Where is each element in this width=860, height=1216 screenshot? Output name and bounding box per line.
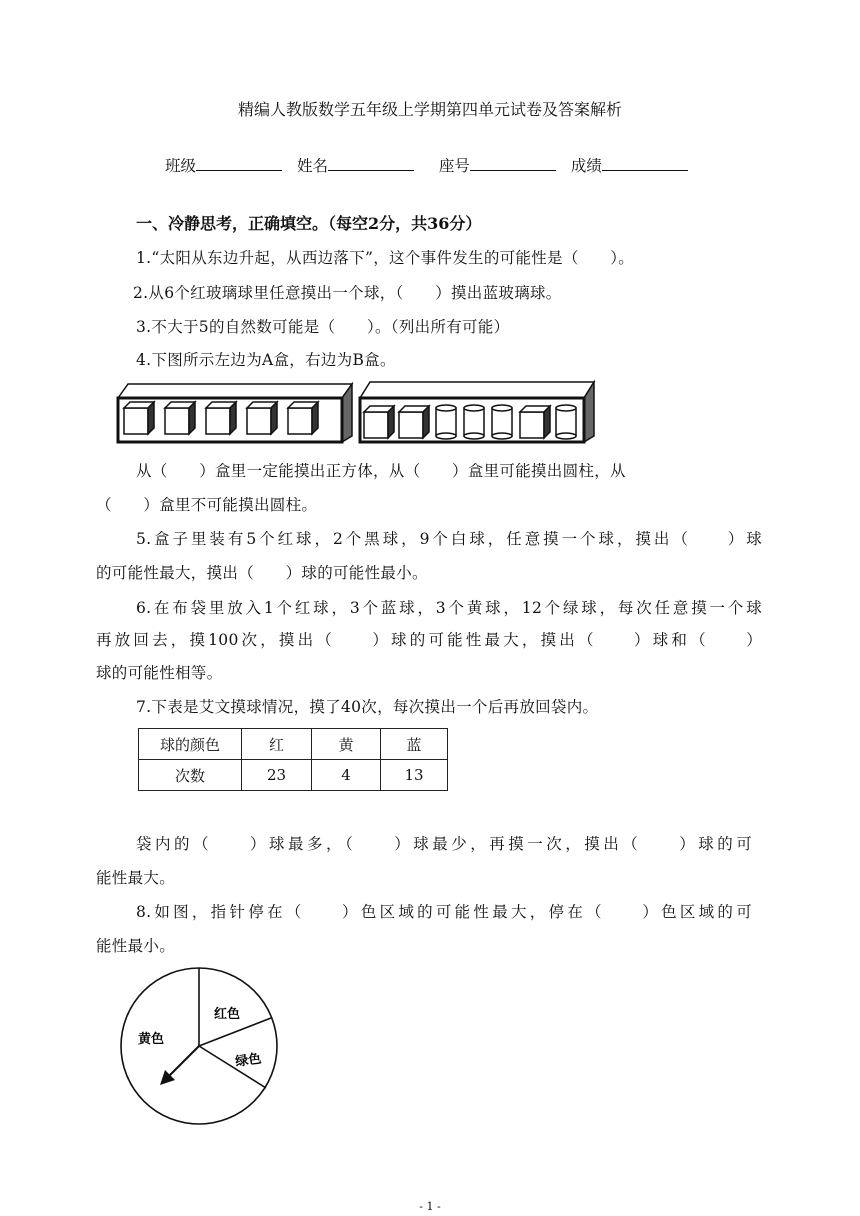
question-8-line-1: 8.如图，指针停在（ ）色区域的可能性最大，停在（ ）色区域的可 [136,903,752,921]
box-b [360,382,594,442]
table-cell: 4 [312,760,381,791]
page-number: - 1 - [419,1200,441,1213]
table-cell: 13 [381,760,448,791]
question-4-line-1: 从（ ）盒里一定能摸出正方体，从（ ）盒里可能摸出圆柱，从 [136,462,626,480]
cube [399,406,429,438]
table-cell: 球的颜色 [139,729,242,760]
question-4-line-2: （ ）盒里不可能摸出圆柱。 [96,496,318,514]
class-blank [196,156,282,171]
yellow-region-label: 黄色 [138,1032,165,1047]
seat-label: 座号 [438,157,470,175]
score-blank [602,156,688,171]
red-region-label: 红色 [214,1007,241,1022]
class-label: 班级 [165,157,197,175]
table-cell: 次数 [139,760,242,791]
question-5-line-1: 5.盒子里装有5个红球，2个黑球，9个白球，任意摸一个球，摸出（ ）球 [136,530,762,548]
spinner-figure [118,965,288,1127]
cube [165,402,195,434]
cylinder [436,405,456,439]
cube [124,402,154,434]
results-table [138,728,448,791]
table-cell: 红 [242,729,312,760]
cube [520,406,550,438]
question-7: 7.下表是艾文摸球情况，摸了40次，每次摸出一个后再放回袋内。 [136,698,599,716]
question-4: 4.下图所示左边为A盒，右边为B盒。 [136,351,396,369]
table-cell: 蓝 [381,729,448,760]
cube [364,406,394,438]
question-6-line-1: 6.在布袋里放入1个红球，3个蓝球，3个黄球，12个绿球，每次任意摸一个球 [136,599,762,617]
cube [288,402,318,434]
box-a [118,384,352,442]
page-title: 精编人教版数学五年级上学期第四单元试卷及答案解析 [237,100,622,119]
cylinder [464,405,484,439]
name-label: 姓名 [296,157,328,175]
table-cell: 黄 [312,729,381,760]
question-7-line-1: 袋内的（ ）球最多，（ ）球最少，再摸一次，摸出（ ）球的可 [136,835,752,853]
name-blank [328,156,414,171]
seat-blank [470,156,556,171]
question-5-line-2: 的可能性最大，摸出（ ）球的可能性最小。 [96,564,428,582]
question-8-line-2: 能性最小。 [96,937,176,955]
score-label: 成绩 [570,157,602,175]
question-1: 1.“太阳从东边升起，从西边落下”，这个事件发生的可能性是（ ）。 [136,249,635,267]
cylinder [492,405,512,439]
cube [247,402,277,434]
table-row [139,760,448,791]
section-heading: 一、冷静思考，正确填空。（每空2分，共36分） [136,214,482,233]
cylinder [556,405,576,439]
question-7-line-2: 能性最大。 [96,869,176,887]
question-6-line-3: 球的可能性相等。 [96,664,223,682]
student-info-row [165,154,698,176]
table-cell: 23 [242,760,312,791]
green-region-label: 绿色 [234,1051,263,1070]
boxes-figure [110,378,604,448]
question-2: 2.从6个红玻璃球里任意摸出一个球，（ ）摸出蓝玻璃球。 [133,284,562,302]
table-row [139,729,448,760]
question-6-line-2: 再放回去，摸100次，摸出（ ）球的可能性最大，摸出（ ）球和（ ） [96,631,762,649]
cube [206,402,236,434]
question-3: 3.不大于5的自然数可能是（ ）。（列出所有可能） [136,318,510,336]
